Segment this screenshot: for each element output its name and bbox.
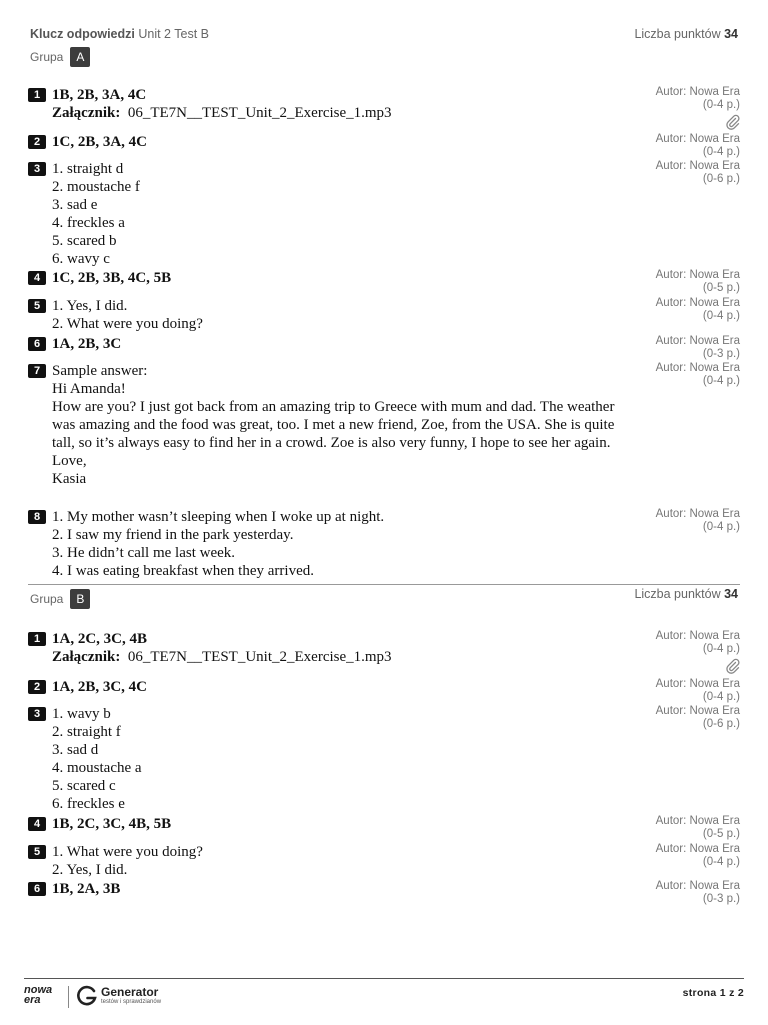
question-meta (656, 815, 740, 841)
group-label: Grupa (30, 50, 64, 64)
points-label: (0-3 p.) (702, 893, 740, 905)
attachment-filename[interactable]: 06_TE7N__TEST_Unit_2_Exercise_1.mp3 (127, 649, 392, 665)
question-number: 5 (28, 299, 46, 313)
group-letter-badge: A (70, 47, 90, 67)
question-meta (656, 86, 740, 130)
answer-line: 1A, 2C, 3C, 4B (52, 631, 148, 647)
question-number: 7 (28, 364, 46, 378)
attachment[interactable] (52, 104, 625, 122)
answer-line: 6. freckles e (52, 796, 125, 812)
points-label: (0-4 p.) (702, 856, 740, 868)
answer-line: 1C, 2B, 3B, 4C, 5B (52, 270, 172, 286)
question-number: 6 (28, 882, 46, 896)
answer-line: 4. freckles a (52, 215, 125, 231)
question-meta (656, 133, 740, 159)
answer-line: 2. straight f (52, 724, 121, 740)
group-b-header (30, 589, 90, 609)
question-a-7 (28, 362, 740, 488)
author-label: Autor: Nowa Era (655, 362, 740, 374)
author-label: Autor: Nowa Era (655, 160, 740, 172)
answer-line: 1B, 2A, 3B (52, 881, 121, 897)
author-label: Autor: Nowa Era (655, 297, 740, 309)
question-meta (656, 705, 740, 731)
answer-line: Love, (52, 453, 87, 469)
points-label: (0-4 p.) (702, 691, 740, 703)
question-number: 6 (28, 337, 46, 351)
question-meta (656, 335, 740, 361)
page-number: strona 1 z 2 (682, 987, 744, 999)
author-label: Autor: Nowa Era (655, 843, 740, 855)
question-number: 1 (28, 88, 46, 102)
points-label: (0-5 p.) (702, 828, 740, 840)
group-label: Grupa (30, 592, 64, 606)
answer-line: 1. wavy b (52, 706, 111, 722)
answer-line: 4. I was eating breakfast when they arrived. (52, 563, 314, 579)
attachment-filename[interactable]: 06_TE7N__TEST_Unit_2_Exercise_1.mp3 (127, 105, 392, 121)
points-label: (0-4 p.) (702, 375, 740, 387)
points-label: (0-4 p.) (702, 310, 740, 322)
group-points-value: 34 (724, 587, 738, 601)
answer-line: 1. straight d (52, 161, 124, 177)
total-points-value: 34 (724, 27, 738, 41)
question-number: 3 (28, 707, 46, 721)
question-meta (656, 297, 740, 323)
document-title: Klucz odpowiedzi (30, 27, 135, 41)
group-letter-badge: B (70, 589, 90, 609)
question-b-1 (28, 630, 740, 666)
answer-line: 2. Yes, I did. (52, 862, 128, 878)
question-meta (656, 880, 740, 906)
answer-line: 4. moustache a (52, 760, 142, 776)
question-meta (656, 269, 740, 295)
answer-line: 1. My mother wasn’t sleeping when I woke up at night. (52, 509, 385, 525)
answer-line: 3. He didn’t call me last week. (52, 545, 236, 561)
question-number: 2 (28, 135, 46, 149)
author-label: Autor: Nowa Era (655, 335, 740, 347)
answer-line: 1A, 2B, 3C, 4C (52, 679, 148, 695)
question-meta (656, 362, 740, 388)
answer-line: 5. scared c (52, 778, 116, 794)
answer-line: 2. I saw my friend in the park yesterday. (52, 527, 294, 543)
question-a-8 (28, 508, 740, 580)
question-meta (656, 630, 740, 674)
author-label: Autor: Nowa Era (655, 678, 740, 690)
generator-logo (76, 983, 161, 1009)
question-a-3 (28, 160, 740, 268)
answer-line: 3. sad d (52, 742, 99, 758)
question-b-6 (28, 880, 740, 905)
question-number: 8 (28, 510, 46, 524)
question-a-4 (28, 269, 740, 294)
question-number: 4 (28, 271, 46, 285)
answer-line: 2. What were you doing? (52, 316, 203, 332)
author-label: Autor: Nowa Era (655, 86, 740, 98)
points-label: (0-4 p.) (702, 643, 740, 655)
group-a-header (30, 47, 90, 67)
author-label: Autor: Nowa Era (655, 508, 740, 520)
answer-line: Sample answer: (52, 363, 148, 379)
points-label: (0-3 p.) (702, 348, 740, 360)
points-label: (0-5 p.) (702, 282, 740, 294)
page-footer (24, 978, 744, 1025)
points-label: (0-6 p.) (702, 718, 740, 730)
answer-line: Hi Amanda! (52, 381, 126, 397)
points-label: (0-4 p.) (702, 99, 740, 111)
question-number: 3 (28, 162, 46, 176)
generator-subtitle: testów i sprawdzianów (101, 999, 162, 1005)
paperclip-icon[interactable] (726, 658, 740, 674)
question-number: 4 (28, 817, 46, 831)
author-label: Autor: Nowa Era (655, 269, 740, 281)
author-label: Autor: Nowa Era (655, 133, 740, 145)
author-label: Autor: Nowa Era (655, 705, 740, 717)
document-header (30, 27, 738, 45)
question-a-5 (28, 297, 740, 333)
nowa-era-logo (24, 985, 52, 1005)
document-subtitle: Unit 2 Test B (138, 27, 209, 41)
paperclip-icon[interactable] (726, 114, 740, 130)
answer-line: 1. What were you doing? (52, 844, 203, 860)
points-label: (0-6 p.) (702, 173, 740, 185)
question-b-3 (28, 705, 740, 813)
group-b-points (634, 587, 738, 601)
attachment-label: Załącznik: (52, 649, 121, 665)
group-divider (28, 584, 740, 585)
answer-line: 1. Yes, I did. (52, 298, 128, 314)
attachment-label: Załącznik: (52, 105, 121, 121)
answer-line: 2. moustache f (52, 179, 140, 195)
question-b-2 (28, 678, 740, 703)
generator-title: Generator (101, 985, 159, 999)
points-label: (0-4 p.) (702, 146, 740, 158)
total-points (634, 27, 738, 41)
question-b-5 (28, 843, 740, 879)
question-number: 1 (28, 632, 46, 646)
footer-separator (68, 986, 69, 1008)
answer-line: 1A, 2B, 3C (52, 336, 122, 352)
answer-line: 1B, 2B, 3A, 4C (52, 87, 147, 103)
attachment[interactable] (52, 648, 625, 666)
answer-line: 6. wavy c (52, 251, 110, 267)
question-meta (656, 160, 740, 186)
generator-g-icon (76, 985, 98, 1007)
question-number: 5 (28, 845, 46, 859)
question-a-6 (28, 335, 740, 360)
question-meta (656, 678, 740, 704)
answer-line: Kasia (52, 471, 87, 487)
answer-line: 5. scared b (52, 233, 117, 249)
group-points-label: Liczba punktów (634, 587, 721, 601)
points-label: (0-4 p.) (702, 521, 740, 533)
question-number: 2 (28, 680, 46, 694)
answer-line: 1B, 2C, 3C, 4B, 5B (52, 816, 172, 832)
logo-line-2: era (24, 994, 41, 1006)
author-label: Autor: Nowa Era (655, 630, 740, 642)
logo-line-1: nowa (24, 984, 53, 996)
question-meta (656, 508, 740, 534)
question-b-4 (28, 815, 740, 840)
question-a-1 (28, 86, 740, 122)
question-a-2 (28, 133, 740, 158)
sample-answer-paragraph: How are you? I just got back from an amazing trip to Greece with mum and dad. The weather was amazing and the food was great, too. I met a new friend, Zoe, from the USA. She is quite tall, so it’s always easy to find her in a crowd. Zoe is also very funny, I hope to see her again. (52, 399, 615, 451)
total-points-label: Liczba punktów (634, 27, 721, 41)
author-label: Autor: Nowa Era (655, 880, 740, 892)
author-label: Autor: Nowa Era (655, 815, 740, 827)
answer-line: 1C, 2B, 3A, 4C (52, 134, 148, 150)
question-meta (656, 843, 740, 869)
answer-line: 3. sad e (52, 197, 98, 213)
